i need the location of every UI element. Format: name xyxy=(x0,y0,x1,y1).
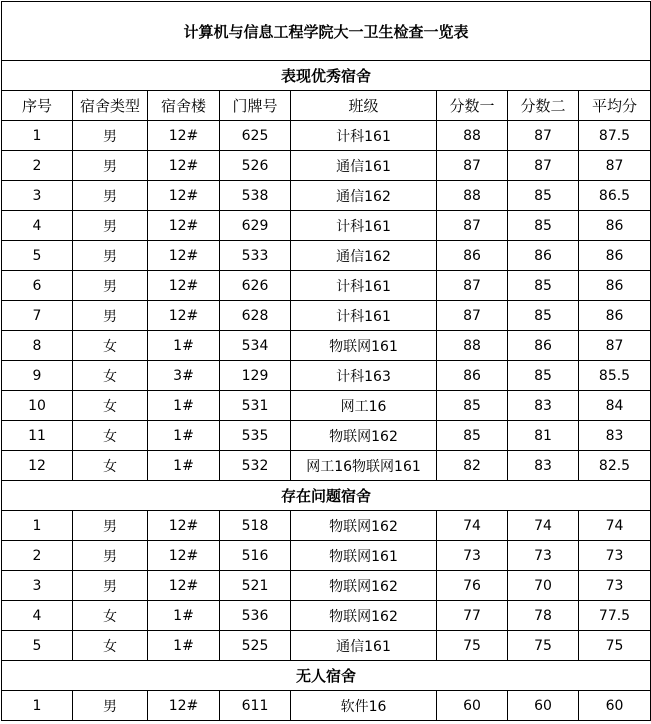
column-header-class-name: 班级 xyxy=(291,91,437,121)
average-score-cell: 86 xyxy=(579,211,651,241)
score-two-cell: 85 xyxy=(508,211,579,241)
dorm-type-cell: 男 xyxy=(73,211,148,241)
class-name-cell: 物联网162 xyxy=(291,511,437,541)
class-name-cell: 物联网162 xyxy=(291,421,437,451)
class-name-cell: 网工16物联网161 xyxy=(291,451,437,481)
score-one-cell: 86 xyxy=(437,361,508,391)
dorm-building-cell: 12# xyxy=(148,301,220,331)
class-name-cell: 通信162 xyxy=(291,241,437,271)
room-number-cell: 538 xyxy=(220,181,291,211)
table-row xyxy=(2,391,651,421)
column-header-dorm-building: 宿舍楼 xyxy=(148,91,220,121)
dorm-building-cell: 12# xyxy=(148,151,220,181)
title-row xyxy=(2,2,651,61)
score-one-cell: 73 xyxy=(437,541,508,571)
table-row xyxy=(2,571,651,601)
average-score-cell: 74 xyxy=(579,511,651,541)
dorm-building-cell: 1# xyxy=(148,331,220,361)
average-score-cell: 73 xyxy=(579,541,651,571)
table-row xyxy=(2,361,651,391)
dorm-building-cell: 1# xyxy=(148,421,220,451)
dorm-building-cell: 1# xyxy=(148,451,220,481)
class-name-cell: 通信161 xyxy=(291,151,437,181)
row-number-cell: 3 xyxy=(2,181,73,211)
class-name-cell: 通信162 xyxy=(291,181,437,211)
score-two-cell: 70 xyxy=(508,571,579,601)
score-two-cell: 78 xyxy=(508,601,579,631)
room-number-cell: 525 xyxy=(220,631,291,661)
score-one-cell: 74 xyxy=(437,511,508,541)
dorm-type-cell: 男 xyxy=(73,241,148,271)
row-number-cell: 12 xyxy=(2,451,73,481)
row-number-cell: 4 xyxy=(2,211,73,241)
table-row xyxy=(2,271,651,301)
room-number-cell: 629 xyxy=(220,211,291,241)
dorm-building-cell: 12# xyxy=(148,571,220,601)
table-row xyxy=(2,211,651,241)
dorm-building-cell: 12# xyxy=(148,211,220,241)
row-number-cell: 3 xyxy=(2,571,73,601)
row-number-cell: 5 xyxy=(2,631,73,661)
dorm-type-cell: 男 xyxy=(73,181,148,211)
class-name-cell: 计科161 xyxy=(291,121,437,151)
section-header-row xyxy=(2,481,651,511)
table-row xyxy=(2,511,651,541)
dorm-building-cell: 12# xyxy=(148,241,220,271)
average-score-cell: 86.5 xyxy=(579,181,651,211)
room-number-cell: 518 xyxy=(220,511,291,541)
score-two-cell: 83 xyxy=(508,391,579,421)
section-header-row xyxy=(2,661,651,691)
score-two-cell: 87 xyxy=(508,151,579,181)
dorm-type-cell: 男 xyxy=(73,541,148,571)
dorm-type-cell: 女 xyxy=(73,331,148,361)
average-score-cell: 87 xyxy=(579,331,651,361)
row-number-cell: 7 xyxy=(2,301,73,331)
score-two-cell: 73 xyxy=(508,541,579,571)
room-number-cell: 516 xyxy=(220,541,291,571)
dorm-building-cell: 12# xyxy=(148,181,220,211)
average-score-cell: 75 xyxy=(579,631,651,661)
table-row xyxy=(2,421,651,451)
dorm-building-cell: 1# xyxy=(148,631,220,661)
column-header-room-number: 门牌号 xyxy=(220,91,291,121)
score-one-cell: 88 xyxy=(437,121,508,151)
table-row xyxy=(2,451,651,481)
hygiene-check-table xyxy=(1,1,651,721)
row-number-cell: 2 xyxy=(2,541,73,571)
section-header-row xyxy=(2,61,651,91)
dorm-building-cell: 3# xyxy=(148,361,220,391)
score-two-cell: 81 xyxy=(508,421,579,451)
table-row xyxy=(2,151,651,181)
average-score-cell: 77.5 xyxy=(579,601,651,631)
column-header-dorm-type: 宿舍类型 xyxy=(73,91,148,121)
average-score-cell: 86 xyxy=(579,301,651,331)
dorm-building-cell: 1# xyxy=(148,391,220,421)
row-number-cell: 11 xyxy=(2,421,73,451)
column-header-row xyxy=(2,91,651,121)
class-name-cell: 软件16 xyxy=(291,691,437,721)
section-title: 无人宿舍 xyxy=(2,661,651,691)
column-header-average-score: 平均分 xyxy=(579,91,651,121)
table-row xyxy=(2,631,651,661)
dorm-type-cell: 男 xyxy=(73,511,148,541)
score-two-cell: 85 xyxy=(508,181,579,211)
average-score-cell: 73 xyxy=(579,571,651,601)
column-header-score-one: 分数一 xyxy=(437,91,508,121)
class-name-cell: 通信161 xyxy=(291,631,437,661)
dorm-building-cell: 1# xyxy=(148,601,220,631)
average-score-cell: 87.5 xyxy=(579,121,651,151)
room-number-cell: 531 xyxy=(220,391,291,421)
class-name-cell: 计科163 xyxy=(291,361,437,391)
score-two-cell: 60 xyxy=(508,691,579,721)
room-number-cell: 628 xyxy=(220,301,291,331)
dorm-type-cell: 女 xyxy=(73,601,148,631)
dorm-type-cell: 男 xyxy=(73,691,148,721)
section-title: 表现优秀宿舍 xyxy=(2,61,651,91)
dorm-building-cell: 12# xyxy=(148,271,220,301)
room-number-cell: 536 xyxy=(220,601,291,631)
column-header-row-number: 序号 xyxy=(2,91,73,121)
room-number-cell: 611 xyxy=(220,691,291,721)
dorm-type-cell: 女 xyxy=(73,391,148,421)
table-body xyxy=(2,2,651,721)
row-number-cell: 6 xyxy=(2,271,73,301)
score-one-cell: 87 xyxy=(437,271,508,301)
dorm-building-cell: 12# xyxy=(148,691,220,721)
score-two-cell: 85 xyxy=(508,271,579,301)
dorm-type-cell: 男 xyxy=(73,151,148,181)
table-row xyxy=(2,121,651,151)
row-number-cell: 1 xyxy=(2,121,73,151)
table-row xyxy=(2,601,651,631)
row-number-cell: 1 xyxy=(2,691,73,721)
room-number-cell: 532 xyxy=(220,451,291,481)
column-header-score-two: 分数二 xyxy=(508,91,579,121)
room-number-cell: 626 xyxy=(220,271,291,301)
class-name-cell: 物联网162 xyxy=(291,601,437,631)
dorm-type-cell: 男 xyxy=(73,301,148,331)
room-number-cell: 535 xyxy=(220,421,291,451)
class-name-cell: 网工16 xyxy=(291,391,437,421)
score-one-cell: 88 xyxy=(437,331,508,361)
class-name-cell: 计科161 xyxy=(291,271,437,301)
room-number-cell: 534 xyxy=(220,331,291,361)
room-number-cell: 533 xyxy=(220,241,291,271)
row-number-cell: 1 xyxy=(2,511,73,541)
average-score-cell: 83 xyxy=(579,421,651,451)
score-two-cell: 85 xyxy=(508,361,579,391)
score-one-cell: 82 xyxy=(437,451,508,481)
table-row xyxy=(2,691,651,721)
table-row xyxy=(2,541,651,571)
average-score-cell: 84 xyxy=(579,391,651,421)
score-two-cell: 87 xyxy=(508,121,579,151)
room-number-cell: 521 xyxy=(220,571,291,601)
class-name-cell: 物联网161 xyxy=(291,331,437,361)
score-one-cell: 86 xyxy=(437,241,508,271)
dorm-building-cell: 12# xyxy=(148,541,220,571)
dorm-type-cell: 女 xyxy=(73,421,148,451)
score-two-cell: 86 xyxy=(508,331,579,361)
score-two-cell: 83 xyxy=(508,451,579,481)
table-row xyxy=(2,241,651,271)
sheet-title: 计算机与信息工程学院大一卫生检查一览表 xyxy=(2,2,651,61)
table-row xyxy=(2,181,651,211)
dorm-type-cell: 女 xyxy=(73,451,148,481)
average-score-cell: 87 xyxy=(579,151,651,181)
table-row xyxy=(2,301,651,331)
class-name-cell: 物联网161 xyxy=(291,541,437,571)
dorm-type-cell: 男 xyxy=(73,271,148,301)
score-one-cell: 88 xyxy=(437,181,508,211)
row-number-cell: 2 xyxy=(2,151,73,181)
row-number-cell: 5 xyxy=(2,241,73,271)
dorm-building-cell: 12# xyxy=(148,511,220,541)
score-two-cell: 74 xyxy=(508,511,579,541)
score-one-cell: 75 xyxy=(437,631,508,661)
score-two-cell: 75 xyxy=(508,631,579,661)
score-two-cell: 86 xyxy=(508,241,579,271)
average-score-cell: 86 xyxy=(579,271,651,301)
table-row xyxy=(2,331,651,361)
dorm-type-cell: 女 xyxy=(73,361,148,391)
room-number-cell: 625 xyxy=(220,121,291,151)
score-one-cell: 87 xyxy=(437,211,508,241)
score-two-cell: 85 xyxy=(508,301,579,331)
score-one-cell: 87 xyxy=(437,151,508,181)
class-name-cell: 物联网162 xyxy=(291,571,437,601)
dorm-building-cell: 12# xyxy=(148,121,220,151)
average-score-cell: 85.5 xyxy=(579,361,651,391)
score-one-cell: 87 xyxy=(437,301,508,331)
room-number-cell: 526 xyxy=(220,151,291,181)
score-one-cell: 76 xyxy=(437,571,508,601)
class-name-cell: 计科161 xyxy=(291,211,437,241)
average-score-cell: 86 xyxy=(579,241,651,271)
row-number-cell: 8 xyxy=(2,331,73,361)
class-name-cell: 计科161 xyxy=(291,301,437,331)
score-one-cell: 85 xyxy=(437,391,508,421)
row-number-cell: 9 xyxy=(2,361,73,391)
average-score-cell: 82.5 xyxy=(579,451,651,481)
dorm-type-cell: 女 xyxy=(73,631,148,661)
room-number-cell: 129 xyxy=(220,361,291,391)
section-title: 存在问题宿舍 xyxy=(2,481,651,511)
row-number-cell: 4 xyxy=(2,601,73,631)
score-one-cell: 60 xyxy=(437,691,508,721)
dorm-type-cell: 男 xyxy=(73,571,148,601)
score-one-cell: 85 xyxy=(437,421,508,451)
dorm-type-cell: 男 xyxy=(73,121,148,151)
average-score-cell: 60 xyxy=(579,691,651,721)
score-one-cell: 77 xyxy=(437,601,508,631)
row-number-cell: 10 xyxy=(2,391,73,421)
